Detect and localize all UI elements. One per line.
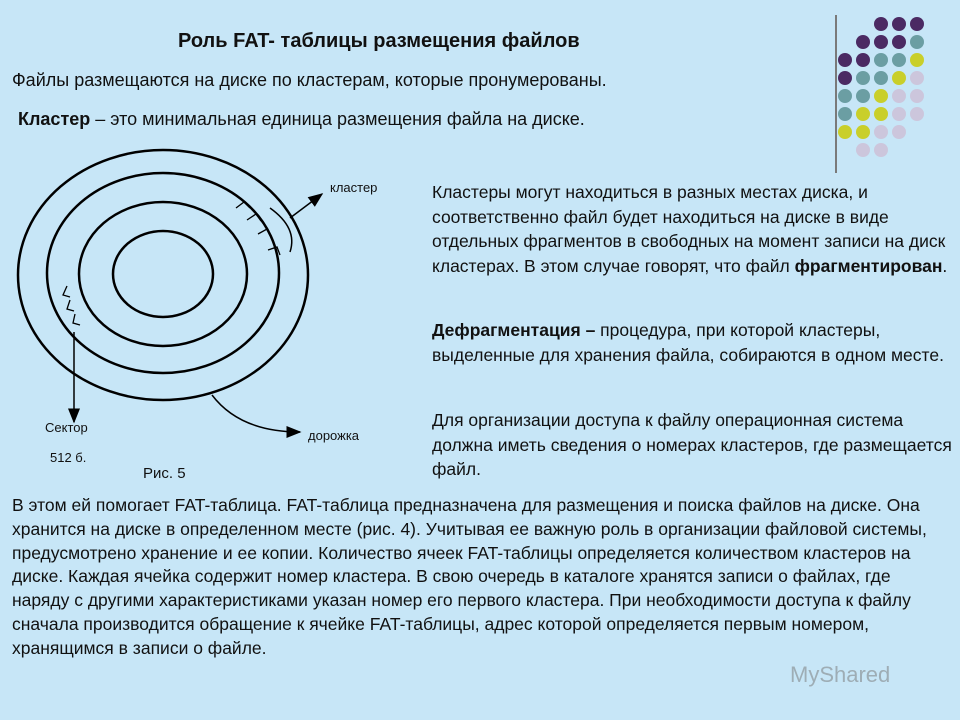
- decorative-dot-grid: [850, 15, 950, 155]
- decorative-dot: [856, 89, 870, 103]
- decorative-dot: [874, 125, 888, 139]
- decorative-dot: [892, 125, 906, 139]
- disk-track-3: [79, 202, 247, 346]
- disk-track-inner: [113, 231, 213, 317]
- fragment: [63, 286, 70, 297]
- decorative-dot: [892, 71, 906, 85]
- watermark-text: MyShared: [790, 662, 891, 687]
- decorative-dot: [892, 35, 906, 49]
- disk-track-outer: [18, 150, 308, 400]
- defragmentation-paragraph: [432, 318, 952, 367]
- track-pointer-arrow: [212, 395, 300, 432]
- fat-table-paragraph: В этом ей помогает FAT-таблица. FAT-таблица предназначена для размещения и поиска файлов на диске. Она хранится на диске в определенном месте (рис. 4). Учитывая ее важную роль в организации файловой системы, предусмотрено хранение и ее копии. Количество ячеек FAT-таблицы определяется количеством кластеров на диске. Каждая ячейка содержит номер кластера. В свою очередь в каталоге хранятся записи о файлах, где наряду с другими характеристиками указан номер его первого кластера. При необходимости доступа к файлу сначала производится обращение к ячейке FAT-таблицы, адрес которой определяется первым номером, хранящимся в записи о файле.: [12, 495, 927, 658]
- fragment: [67, 300, 74, 311]
- fragment: [268, 247, 280, 255]
- decorative-dot: [838, 89, 852, 103]
- cluster-definition-text: – это минимальная единица размещения файла на диске.: [90, 109, 585, 129]
- decorative-dot: [910, 35, 924, 49]
- decorative-dot: [856, 107, 870, 121]
- track-label: дорожка: [308, 428, 360, 443]
- decorative-dot: [910, 71, 924, 85]
- decorative-dot: [874, 53, 888, 67]
- intro-line: Файлы размещаются на диске по кластерам, которые пронумерованы.: [12, 70, 607, 90]
- figure-caption: Рис. 5: [143, 465, 186, 482]
- defragmentation-term: Дефрагментация –: [432, 320, 596, 340]
- slide-title: Роль FAT- таблицы размещения файлов: [178, 30, 580, 52]
- decorative-dot: [874, 17, 888, 31]
- decorative-dot: [856, 125, 870, 139]
- decorative-dot: [838, 125, 852, 139]
- decorative-dot: [910, 53, 924, 67]
- cluster-label: кластер: [330, 180, 378, 195]
- decorative-dot: [874, 143, 888, 157]
- decorative-dot: [874, 107, 888, 121]
- decorative-dot: [856, 143, 870, 157]
- decorative-dot: [910, 89, 924, 103]
- fragmentation-paragraph: [432, 180, 952, 278]
- cluster-fragments: [63, 202, 280, 325]
- decorative-dot: [910, 107, 924, 121]
- os-access-paragraph: Для организации доступа к файлу операционная система должна иметь сведения о номерах кластеров, где размещается файл.: [432, 410, 952, 479]
- cluster-pointer-arrow: [290, 194, 322, 218]
- decorative-dot: [892, 107, 906, 121]
- decorative-dot: [892, 17, 906, 31]
- decorative-dot: [874, 35, 888, 49]
- fragmented-term: фрагментирован: [794, 255, 943, 276]
- fragmentation-end: .: [942, 255, 948, 276]
- decorative-dot: [838, 107, 852, 121]
- fragment: [73, 314, 80, 325]
- decorative-dot: [892, 89, 906, 103]
- sector-label: Сектор: [45, 420, 88, 435]
- decorative-dot: [892, 53, 906, 67]
- decorative-dot: [838, 53, 852, 67]
- decorative-dot: [856, 71, 870, 85]
- decorative-dot: [856, 35, 870, 49]
- defragmentation-text: процедура, при которой кластеры, выделенные для хранения файла, собираются в одном месте.: [432, 320, 944, 365]
- decorative-dot: [910, 17, 924, 31]
- fragmentation-text: Кластеры могут находиться в разных местах диска, и соответственно файл будет находиться на диске в виде отдельных фрагментов в свободных на момент записи на диск кластерах. В этом случае говорят, что файл: [432, 182, 946, 276]
- fragment: [236, 202, 250, 208]
- decorative-dot: [856, 53, 870, 67]
- decorative-divider: [835, 15, 837, 173]
- decorative-dot: [838, 71, 852, 85]
- decorative-dot: [874, 71, 888, 85]
- decorative-dot: [874, 89, 888, 103]
- cluster-definition: [18, 109, 585, 130]
- cluster-term: Кластер: [18, 109, 91, 129]
- sector-size-label: 512 б.: [50, 450, 87, 465]
